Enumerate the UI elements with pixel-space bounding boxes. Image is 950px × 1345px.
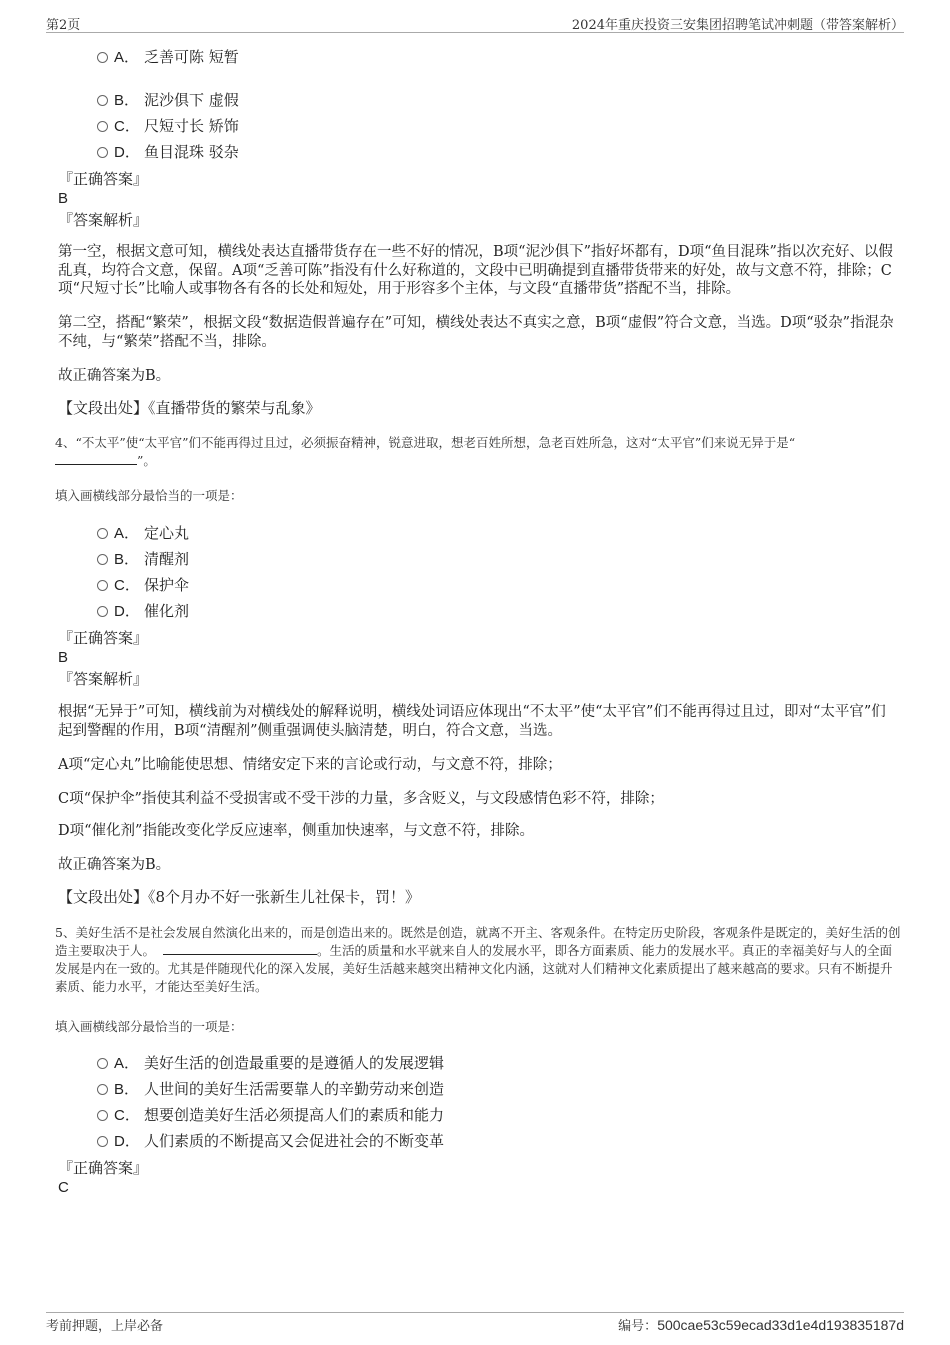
q3-analysis-p1: 第一空，根据文意可知，横线处表达直播带货存在一些不好的情况，B项“泥沙俱下”指好坏都有，D项“鱼目混珠”指以次充好、以假乱真，均符合文意，保留。A项“乏善可陈”指没有什么好称道的，文段中已明确提到直播带货带来的好处，故与文意不符，排除；C项“尺短寸长”比喻人或事物各有各的长处和短处，用于形容多个主体，与文段“直播带货”搭配不当，排除。 [58,244,893,297]
page-footer [46,1312,904,1335]
q4-stem: 4、“不太平”使“太平官”们不能再得过且过，必须振奋精神，锐意进取，想老百姓所想，急老百姓所急，这对“太平官”们来说无异于是“ ”。 [55,435,796,468]
q4-option-c[interactable]: C． 保护伞 [97,576,189,595]
page-header [46,14,904,33]
q4-option-b[interactable]: B． 清醒剂 [97,550,189,569]
q4-analysis-p2: A项“定心丸”比喻能使思想、情绪安定下来的言论或行动，与文意不符，排除； [58,757,562,773]
blank-line [55,452,137,465]
q3-option-b[interactable]: B． 泥沙俱下 虚假 [97,91,239,110]
q5-prompt: 填入画横线部分最恰当的一项是： [55,1019,243,1034]
q5-answer-label: 『正确答案』 [58,1159,149,1177]
q4-analysis-p4: D项“催化剂”指能改变化学反应速率，侧重加快速率，与文意不符，排除。 [58,823,534,839]
q3-option-a[interactable]: A． 乏善可陈 短暂 [97,48,239,67]
q5-option-a[interactable]: A． 美好生活的创造最重要的是遵循人的发展逻辑 [97,1054,444,1073]
q3-option-d[interactable]: D． 鱼目混珠 驳杂 [97,143,239,162]
radio-icon[interactable] [97,52,108,63]
document-title: 2024年重庆投资三安集团招聘笔试冲刺题（带答案解析） [571,18,904,33]
radio-icon[interactable] [97,554,108,565]
radio-icon[interactable] [97,121,108,132]
q3-analysis-p2: 第二空，搭配“繁荣”，根据文段“数据造假普遍存在”可知，横线处表达不真实之意，B项“虚假”符合文意，当选。D项“驳杂”指混杂不纯，与“繁荣”搭配不当，排除。 [58,315,894,350]
page-number: 第2页 [46,18,81,33]
q5-option-c[interactable]: C． 想要创造美好生活必须提高人们的素质和能力 [97,1106,444,1125]
q3-answer-label: 『正确答案』 [58,170,149,188]
q4-answer: B [58,649,69,666]
q4-option-d[interactable]: D． 催化剂 [97,602,189,621]
radio-icon[interactable] [97,1110,108,1121]
radio-icon[interactable] [97,1136,108,1147]
footer-code: 编号：500cae53c59ecad33d1e4d193835187d [618,1317,904,1334]
q4-prompt: 填入画横线部分最恰当的一项是： [55,488,243,503]
radio-icon[interactable] [97,528,108,539]
q4-analysis-p3: C项“保护伞”指使其利益不受损害或不受干涉的力量，多含贬义，与文段感情色彩不符，排除； [58,791,664,807]
blank-line [163,942,317,955]
q3-source: 【文段出处】《直播带货的繁荣与乱象》 [58,399,321,417]
radio-icon[interactable] [97,1084,108,1095]
q4-option-a[interactable]: A． 定心丸 [97,524,189,543]
radio-icon[interactable] [97,95,108,106]
q4-analysis-p1: 根据“无异于”可知，横线前为对横线处的解释说明，横线处词语应体现出“不太平”使“太平官”们不能再得过且过，即对“太平官”们起到警醒的作用，B项“清醒剂”侧重强调使头脑清楚，明白，符合文意，当选。 [58,704,886,739]
radio-icon[interactable] [97,147,108,158]
q5-answer: C [58,1179,69,1196]
q3-option-c[interactable]: C． 尺短寸长 矫饰 [97,117,239,136]
q4-analysis-label: 『答案解析』 [58,670,149,688]
q5-option-b[interactable]: B． 人世间的美好生活需要靠人的辛勤劳动来创造 [97,1080,444,1099]
q4-source: 【文段出处】《8个月办不好一张新生儿社保卡，罚！》 [58,888,421,906]
q3-answer: B [58,190,69,207]
footer-slogan: 考前押题，上岸必备 [46,1319,164,1334]
q5-stem: 5、美好生活不是社会发展自然演化出来的，而是创造出来的。既然是创造，就离不开主、客观条件。在特定历史阶段，客观条件是既定的，美好生活的创造主要取决于人。 。生活的质量和水平就来自人的发展水平，即各方面素质、能力的发展水平。真正的幸福美好与人的全面发展是内在一致的。尤其是伴随现代化的深入发展，美好生活越来越突出精神文化内涵，这就对人们精神文化素质提出了越来越高的要求。只有不断提升素质、能力水平，才能达至美好生活。 [55,925,901,994]
q4-answer-label: 『正确答案』 [58,629,149,647]
q4-analysis-p5: 故正确答案为B。 [58,857,171,873]
radio-icon[interactable] [97,580,108,591]
q3-analysis-p3: 故正确答案为B。 [58,368,171,384]
q3-analysis-label: 『答案解析』 [58,211,149,229]
q5-option-d[interactable]: D． 人们素质的不断提高又会促进社会的不断变革 [97,1132,444,1151]
radio-icon[interactable] [97,1058,108,1069]
radio-icon[interactable] [97,606,108,617]
